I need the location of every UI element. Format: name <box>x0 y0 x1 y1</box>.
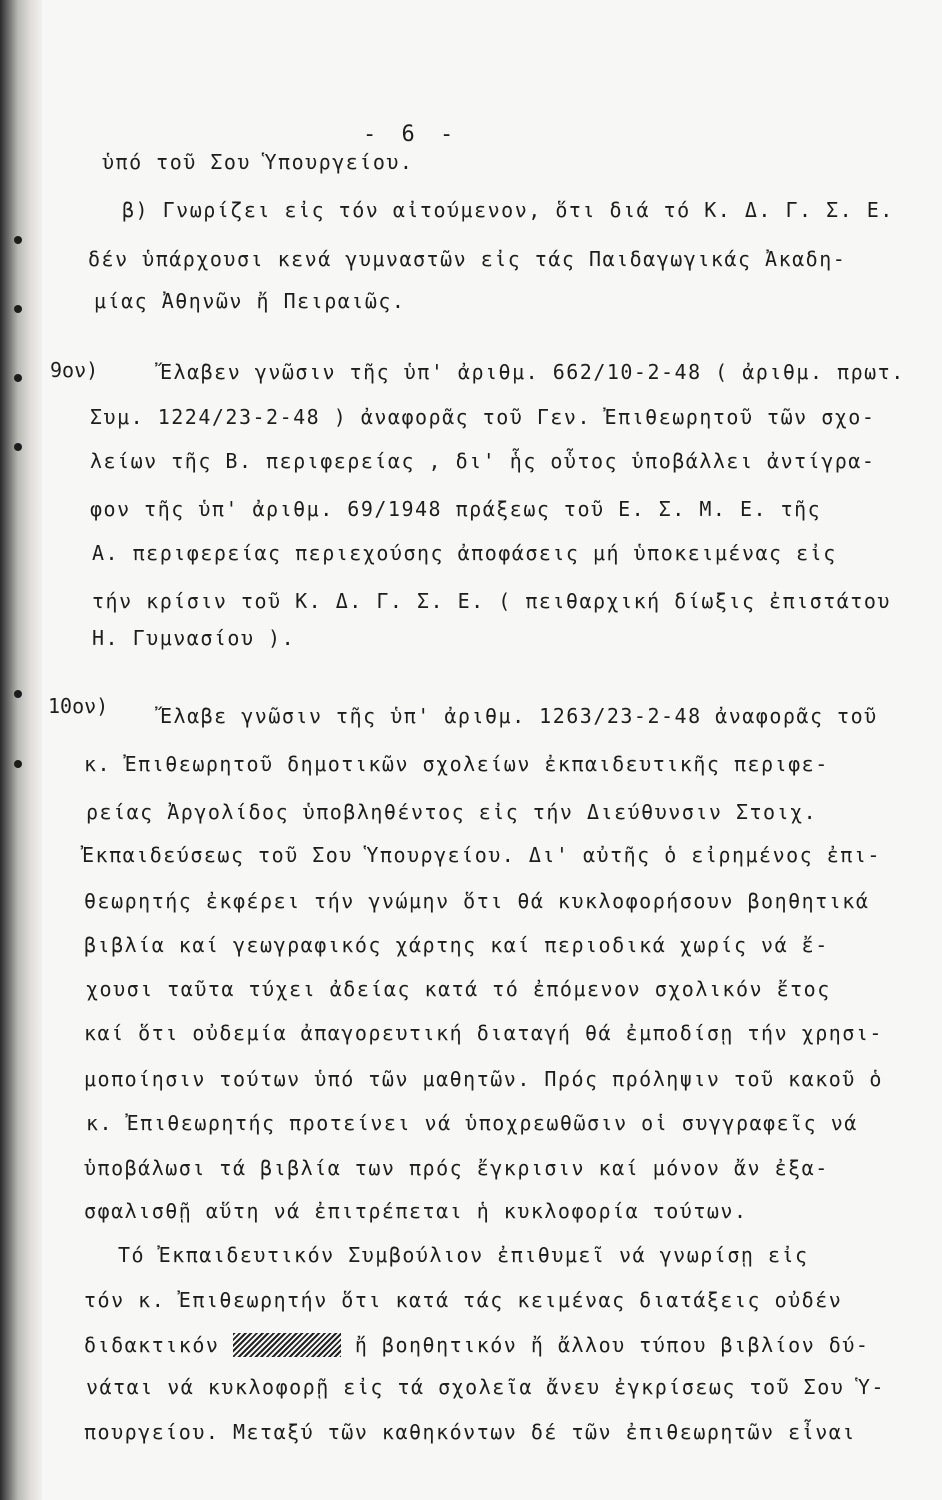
item-10-label: 10ον) <box>48 694 109 718</box>
text-line: φον τῆς ὑπ' ἀριθμ. 69/1948 πράξεως τοῦ Ε. Σ. Μ. Ε. τῆς <box>90 497 822 521</box>
text-line: τόν κ. Ἐπιθεωρητήν ὅτι κατά τάς κειμένας διατάξεις οὐδέν <box>84 1288 843 1312</box>
text-line: Η. Γυμνασίου ). <box>92 626 296 650</box>
page-number: - 6 - <box>363 122 460 147</box>
binding-hole <box>14 374 22 382</box>
text-line: τήν κρίσιν τοῦ Κ. Δ. Γ. Σ. Ε. ( πειθαρχική δίωξις ἐπιστάτου <box>92 589 891 613</box>
binding-hole <box>14 305 22 313</box>
binding-strip <box>0 0 42 1500</box>
binding-hole <box>14 236 22 244</box>
text-line: Συμ. 1224/23-2-48 ) ἀναφορᾶς τοῦ Γεν. Ἐπιθεωρητοῦ τῶν σχο- <box>90 405 876 429</box>
item-9-label: 9ον) <box>50 358 99 382</box>
text-line: κ. Ἐπιθεωρητοῦ δημοτικῶν σχολείων ἐκπαιδευτικῆς περιφε- <box>84 752 829 776</box>
text-line: β) Γνωρίζει εἰς τόν αἰτούμενον, ὅτι διά τό Κ. Δ. Γ. Σ. Ε. <box>122 198 894 222</box>
text-line: Ἔλαβε γνῶσιν τῆς ὑπ' ἀριθμ. 1263/23-2-48 ἀναφορᾶς τοῦ <box>160 704 878 728</box>
text-line: δέν ὑπάρχουσι κενά γυμναστῶν εἰς τάς Παιδαγωγικάς Ἀκαδη- <box>88 247 847 271</box>
text-line: κ. Ἐπιθεωρητής προτείνει νά ὑποχρεωθῶσιν οἱ συγγραφεῖς νά <box>86 1111 858 1135</box>
text-line: μίας Ἀθηνῶν ἤ Πειραιῶς. <box>94 289 406 313</box>
text-line: θεωρητής ἐκφέρει τήν γνώμην ὅτι θά κυκλοφορήσουν βοηθητικά <box>84 889 870 913</box>
text-line: ὑπό τοῦ Σου Ὑπουργείου. <box>102 150 414 174</box>
text-segment: διδακτικόν <box>84 1333 220 1357</box>
text-line: μοποίησιν τούτων ὑπό τῶν μαθητῶν. Πρός πρόληψιν τοῦ κακοῦ ὁ <box>84 1067 883 1091</box>
struck-out-word <box>233 1333 341 1357</box>
text-line: βιβλία καί γεωγραφικός χάρτης καί περιοδικά χωρίς νά ἔ- <box>84 933 829 957</box>
text-line: Τό Ἐκπαιδευτικόν Συμβούλιον ἐπιθυμεῖ νά γνωρίσῃ εἰς <box>118 1243 809 1267</box>
binding-hole <box>14 690 22 698</box>
text-line: πουργείου. Μεταξύ τῶν καθηκόντων δέ τῶν ἐπιθεωρητῶν εἶναι <box>84 1420 856 1444</box>
binding-hole <box>14 443 22 451</box>
text-line: Ἐκπαιδεύσεως τοῦ Σου Ὑπουργείου. Δι' αὐτῆς ὁ εἰρημένος ἐπι- <box>82 843 881 867</box>
text-line: καί ὅτι οὐδεμία ἀπαγορευτική διαταγή θά ἐμποδίσῃ τήν χρησι- <box>84 1021 883 1045</box>
text-line: χουσι ταῦτα τύχει ἀδείας κατά τό ἐπόμενον σχολικόν ἔτος <box>86 977 831 1001</box>
text-line: Ἔλαβεν γνῶσιν τῆς ὑπ' ἀριθμ. 662/10-2-48 ( ἀριθμ. πρωτ. <box>160 360 905 384</box>
text-line: ὑποβάλωσι τά βιβλία των πρός ἔγκρισιν καί μόνον ἄν ἐξα- <box>84 1156 829 1180</box>
text-line: ρείας Ἀργολίδος ὑποβληθέντος εἰς τήν Διεύθυνσιν Στοιχ. <box>86 800 818 824</box>
text-line-with-strikeout <box>84 1333 869 1357</box>
text-line: σφαλισθῇ αὕτη νά ἐπιτρέπεται ἡ κυκλοφορία τούτων. <box>84 1199 748 1223</box>
text-line: νάται νά κυκλοφορῇ εἰς τά σχολεῖα ἄνευ ἐγκρίσεως τοῦ Σου Ὑ- <box>86 1375 885 1399</box>
text-line: λείων τῆς Β. περιφερείας , δι' ἧς οὗτος ὑποβάλλει ἀντίγρα- <box>90 449 876 473</box>
text-line: Α. περιφερείας περιεχούσης ἀποφάσεις μή ὑποκειμένας εἰς <box>92 541 837 565</box>
text-segment: ἤ βοηθητικόν ἤ ἄλλου τύπου βιβλίον δύ- <box>354 1333 870 1357</box>
binding-hole <box>14 760 22 768</box>
